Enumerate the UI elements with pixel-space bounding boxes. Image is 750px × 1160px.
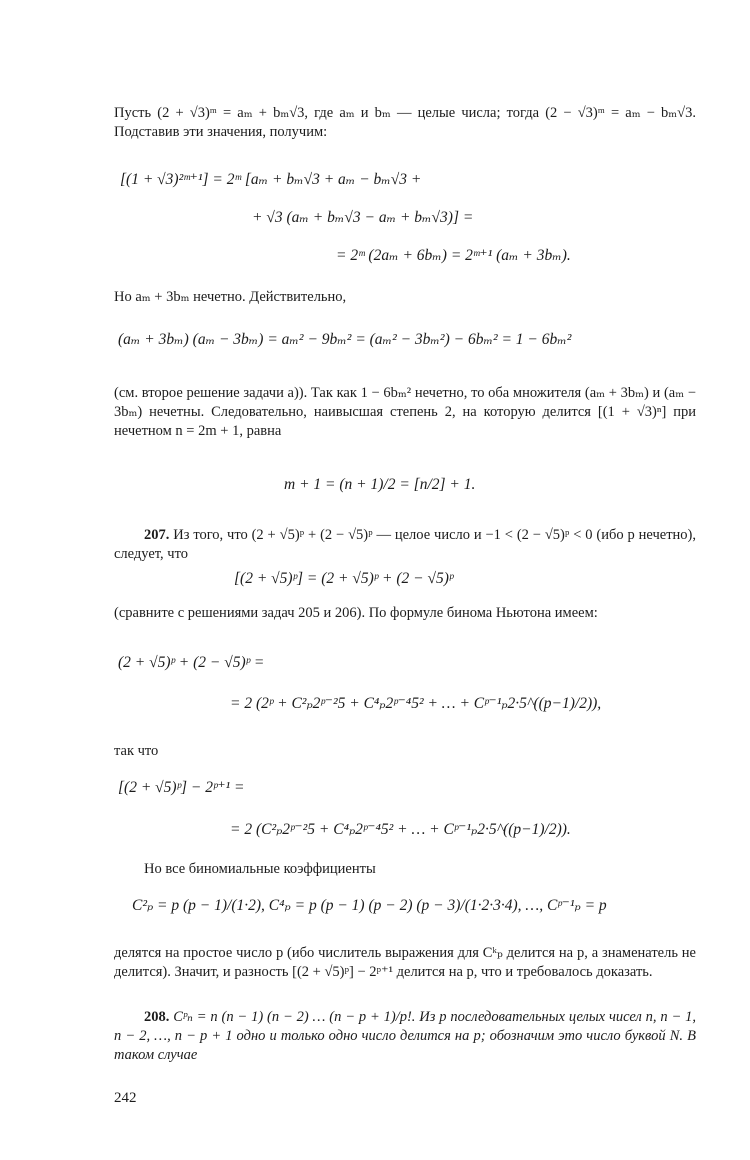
equation-1-line-2: + √3 (aₘ + bₘ√3 − aₘ + bₘ√3)] = <box>252 209 474 226</box>
equation-3: m + 1 = (n + 1)/2 = [n/2] + 1. <box>284 476 476 493</box>
paragraph-9-text: Cᵖₙ = n (n − 1) (n − 2) … (n − p + 1)/p!. Из p последовательных целых чисел n, n − 1, n − 2, …, n − p + 1 одно и только одно число делится на p; обозначим это число буквой N. В таком случае <box>114 1009 696 1063</box>
paragraph-9 <box>114 1008 696 1065</box>
paragraph-4 <box>114 526 696 564</box>
paragraph-6: так что <box>114 743 159 759</box>
paragraph-1: Пусть (2 + √3)ᵐ = aₘ + bₘ√3, где aₘ и bₘ — целые числа; тогда (2 − √3)ᵐ = aₘ − bₘ√3. Подставив эти значения, получим: <box>114 105 696 140</box>
equation-6-line-2: = 2 (C²ₚ2ᵖ⁻²5 + C⁴ₚ2ᵖ⁻⁴5² + … + Cᵖ⁻¹ₚ2·5^((p−1)/2)). <box>230 821 571 838</box>
equation-4: [(2 + √5)ᵖ] = (2 + √5)ᵖ + (2 − √5)ᵖ <box>234 570 454 587</box>
equation-1-line-1: [(1 + √3)²ᵐ⁺¹] = 2ᵐ [aₘ + bₘ√3 + aₘ − bₘ√3 + <box>120 171 422 188</box>
page-number: 242 <box>114 1090 137 1106</box>
problem-number-207: 207. <box>144 527 170 543</box>
paragraph-8: делятся на простое число p (ибо числитель выражения для Cᵏₚ делится на p, а знаменатель не делится). Значит, и разность [(2 + √5)ᵖ] − 2ᵖ⁺¹ делится на p, что и требовалось доказать. <box>114 945 696 980</box>
equation-7: C²ₚ = p (p − 1)/(1·2), C⁴ₚ = p (p − 1) (p − 2) (p − 3)/(1·2·3·4), …, Cᵖ⁻¹ₚ = p <box>132 897 607 914</box>
paragraph-3: (см. второе решение задачи а)). Так как 1 − 6bₘ² нечетно, то оба множителя (aₘ + 3bₘ) и (aₘ − 3bₘ) нечетны. Следовательно, наивысшая степень 2, на которую делится [(1 + √3)ⁿ] при нечетном n = 2m + 1, равна <box>114 385 696 439</box>
paragraph-7: Но все биномиальные коэффициенты <box>144 861 376 877</box>
equation-5-line-1: (2 + √5)ᵖ + (2 − √5)ᵖ = <box>118 654 265 671</box>
equation-6-line-1: [(2 + √5)ᵖ] − 2ᵖ⁺¹ = <box>118 779 245 796</box>
problem-number-208: 208. <box>144 1009 170 1025</box>
paragraph-2: Но aₘ + 3bₘ нечетно. Действительно, <box>114 289 347 305</box>
equation-1-line-3: = 2ᵐ (2aₘ + 6bₘ) = 2ᵐ⁺¹ (aₘ + 3bₘ). <box>336 247 571 264</box>
equation-2: (aₘ + 3bₘ) (aₘ − 3bₘ) = aₘ² − 9bₘ² = (aₘ² − 3bₘ²) − 6bₘ² = 1 − 6bₘ² <box>118 331 572 348</box>
equation-5-line-2: = 2 (2ᵖ + C²ₚ2ᵖ⁻²5 + C⁴ₚ2ᵖ⁻⁴5² + … + Cᵖ⁻¹ₚ2·5^((p−1)/2)), <box>230 695 602 712</box>
paragraph-5: (сравните с решениями задач 205 и 206). По формуле бинома Ньютона имеем: <box>114 605 598 621</box>
paragraph-4-text: Из того, что (2 + √5)ᵖ + (2 − √5)ᵖ — целое число и −1 < (2 − √5)ᵖ < 0 (ибо p нечетно), следует, что <box>114 527 697 562</box>
